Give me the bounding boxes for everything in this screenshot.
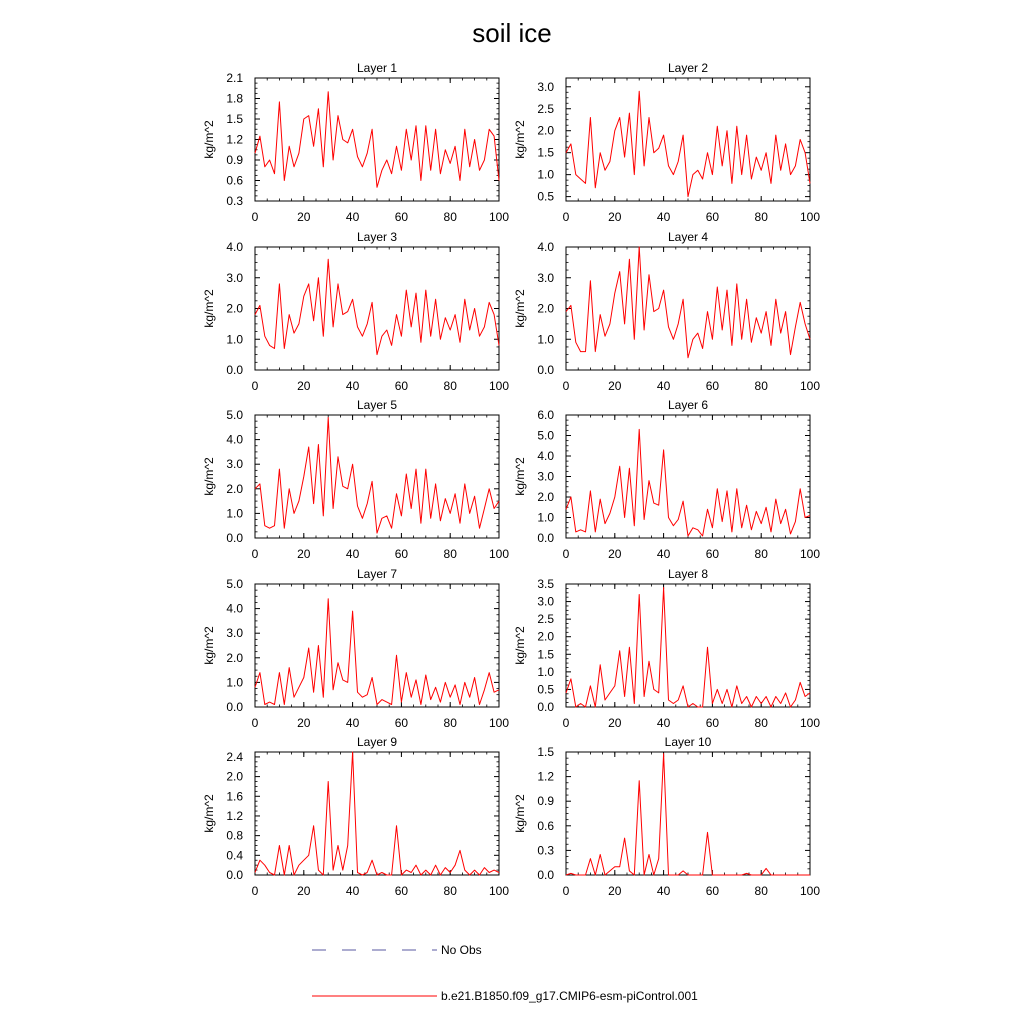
x-tick-label: 100 [488,884,510,898]
x-tick-label: 20 [297,547,311,561]
y-tick-label: 1.0 [226,506,243,521]
series-line-layer-1 [255,92,499,188]
x-tick-label: 0 [562,884,570,898]
series-line-layer-5 [255,418,499,534]
x-tick-label: 0 [251,716,259,730]
panel-title: Layer 10 [664,735,712,749]
x-tick-label: 20 [608,547,622,561]
x-tick-label: 60 [705,716,720,730]
x-tick-label: 20 [608,884,622,898]
y-tick-label: 0.0 [537,868,554,882]
x-tick-label: 0 [251,547,259,561]
x-tick-label: 0 [251,884,259,898]
main-title: soil ice [472,18,552,48]
x-tick-label: 40 [345,716,360,730]
x-tick-label: 20 [297,379,311,393]
y-axis-label: kg/m^2 [202,120,216,159]
x-tick-label: 80 [754,884,768,898]
y-tick-label: 5.0 [226,577,243,591]
chart-panel-layer-2 [513,61,820,224]
y-tick-label: 4.0 [537,240,554,254]
x-tick-label: 100 [799,716,821,730]
chart-panel-layer-10 [513,735,820,898]
y-tick-label: 2.0 [226,650,243,665]
chart-panel-layer-1 [202,61,509,224]
y-tick-label: 5.0 [537,428,554,443]
panel-title: Layer 9 [356,735,398,749]
x-tick-label: 40 [656,210,671,224]
y-tick-label: 2.0 [537,301,554,316]
y-tick-label: 4.0 [226,432,243,447]
x-tick-label: 100 [799,547,821,561]
x-tick-label: 20 [608,379,622,393]
x-tick-label: 40 [656,716,671,730]
panel-title: Layer 4 [667,230,709,244]
y-tick-label: 1.2 [226,132,243,147]
y-axis-label: kg/m^2 [202,626,216,665]
x-tick-label: 100 [488,547,510,561]
y-tick-label: 6.0 [537,408,554,422]
y-axis-label: kg/m^2 [513,794,527,833]
chart-panel-layer-7 [202,567,509,730]
chart-panel-layer-3 [202,230,509,393]
x-tick-label: 100 [799,210,821,224]
y-tick-label: 0.0 [537,531,554,545]
y-tick-label: 1.5 [537,647,554,662]
series-line-layer-9 [255,752,499,875]
y-tick-label: 0.9 [537,794,554,809]
y-tick-label: 0.5 [537,189,554,204]
x-tick-label: 60 [705,210,720,224]
y-tick-label: 0.0 [226,363,243,377]
x-tick-label: 80 [754,210,768,224]
x-tick-label: 0 [562,379,570,393]
y-tick-label: 4.0 [537,449,554,463]
x-tick-label: 60 [394,379,409,393]
plot-frame [566,78,810,201]
x-tick-label: 100 [488,379,510,393]
plot-frame [566,752,810,875]
y-tick-label: 0.0 [226,700,243,714]
x-tick-label: 0 [562,547,570,561]
y-tick-label: 2.0 [537,123,554,138]
y-tick-label: 1.2 [537,769,554,784]
x-tick-label: 80 [443,884,457,898]
y-tick-label: 1.6 [226,789,243,804]
plot-frame [566,415,810,538]
chart-panel-layer-4 [513,230,820,393]
y-tick-label: 5.0 [226,408,243,422]
x-tick-label: 80 [754,547,768,561]
y-tick-label: 2.0 [226,481,243,496]
panel-title: Layer 2 [667,61,709,75]
y-tick-label: 1.0 [226,675,243,690]
plot-frame [255,752,499,875]
series-line-layer-10 [566,754,810,875]
y-tick-label: 2.5 [537,101,554,116]
y-tick-label: 2.4 [226,749,243,764]
plot-frame [566,247,810,370]
y-tick-label: 0.8 [226,828,243,843]
x-tick-label: 40 [345,884,360,898]
x-tick-label: 0 [251,210,259,224]
y-axis-label: kg/m^2 [202,794,216,833]
y-tick-label: 0.9 [226,153,243,167]
legend [312,943,698,1003]
y-axis-label: kg/m^2 [513,457,527,496]
y-tick-label: 1.0 [537,664,554,679]
y-tick-label: 1.0 [537,167,554,182]
x-tick-label: 20 [297,716,311,730]
y-axis-label: kg/m^2 [202,289,216,328]
x-tick-label: 40 [656,884,671,898]
plot-frame [255,584,499,707]
x-tick-label: 100 [488,716,510,730]
y-tick-label: 1.5 [537,145,554,160]
y-tick-label: 0.0 [537,363,554,377]
y-tick-label: 1.5 [226,112,243,126]
y-tick-label: 3.0 [226,457,243,472]
y-tick-label: 3.0 [537,469,554,484]
y-axis-label: kg/m^2 [202,457,216,496]
legend-label-model-run: b.e21.B1850.f09_g17.CMIP6-esm-piControl.001 [441,989,698,1003]
series-line-layer-2 [566,91,810,196]
y-tick-label: 0.3 [537,843,554,858]
x-tick-label: 20 [297,884,311,898]
plot-frame [566,584,810,707]
panel-title: Layer 6 [667,398,709,412]
x-tick-label: 0 [251,379,259,393]
x-tick-label: 80 [443,210,457,224]
y-tick-label: 2.0 [537,490,554,504]
x-tick-label: 0 [562,210,570,224]
chart-panel-layer-5 [202,398,509,561]
series-line-layer-4 [566,247,810,358]
y-tick-label: 0.3 [226,194,243,208]
panel-title: Layer 7 [356,567,398,581]
x-tick-label: 80 [754,379,768,393]
x-tick-label: 60 [705,547,720,561]
x-tick-label: 80 [754,716,768,730]
x-tick-label: 40 [345,379,360,393]
x-tick-label: 60 [394,547,409,561]
x-tick-label: 60 [705,379,720,393]
x-tick-label: 20 [608,210,622,224]
series-line-layer-8 [566,588,810,708]
y-tick-label: 4.0 [226,240,243,254]
x-tick-label: 80 [443,379,457,393]
x-tick-label: 40 [345,547,360,561]
series-line-layer-6 [566,429,810,536]
legend-entry-model-run [312,989,698,1003]
y-tick-label: 1.0 [226,332,243,347]
y-tick-label: 3.0 [537,270,554,285]
panels [202,61,820,898]
x-tick-label: 100 [799,884,821,898]
chart-panel-layer-6 [513,398,820,561]
y-tick-label: 1.0 [537,332,554,347]
y-tick-label: 2.0 [226,769,243,784]
y-tick-label: 0.6 [537,818,554,833]
plot-frame [255,415,499,538]
y-axis-label: kg/m^2 [513,289,527,328]
y-tick-label: 3.0 [226,626,243,641]
x-tick-label: 40 [656,379,671,393]
x-tick-label: 40 [345,210,360,224]
x-tick-label: 60 [394,884,409,898]
chart-panel-layer-8 [513,567,820,730]
x-tick-label: 100 [799,379,821,393]
series-line-layer-7 [255,599,499,705]
y-tick-label: 3.0 [537,79,554,94]
y-axis-label: kg/m^2 [513,626,527,665]
panel-title: Layer 8 [667,567,709,581]
panel-title: Layer 5 [356,398,398,412]
y-tick-label: 0.4 [226,848,243,863]
panel-title: Layer 1 [356,61,398,75]
legend-label-no-obs: No Obs [441,943,482,957]
legend-entry-no-obs [312,943,482,957]
y-tick-label: 2.0 [226,301,243,316]
y-tick-label: 2.0 [537,629,554,644]
x-tick-label: 100 [488,210,510,224]
y-axis-label: kg/m^2 [513,120,527,159]
x-tick-label: 0 [562,716,570,730]
panel-title: Layer 3 [356,230,398,244]
y-tick-label: 0.0 [226,531,243,545]
y-tick-label: 0.0 [537,700,554,714]
y-tick-label: 3.5 [537,577,554,591]
x-tick-label: 40 [656,547,671,561]
chart-panel-layer-9 [202,735,509,898]
x-tick-label: 80 [443,716,457,730]
y-tick-label: 0.6 [226,173,243,188]
y-tick-label: 1.0 [537,510,554,525]
y-tick-label: 0.0 [226,868,243,882]
y-tick-label: 1.5 [537,745,554,759]
x-tick-label: 20 [297,210,311,224]
x-tick-label: 60 [394,210,409,224]
x-tick-label: 60 [705,884,720,898]
y-tick-label: 2.5 [537,612,554,627]
y-tick-label: 1.2 [226,808,243,823]
y-tick-label: 2.1 [226,71,243,85]
x-tick-label: 20 [608,716,622,730]
series-line-layer-3 [255,259,499,354]
x-tick-label: 80 [443,547,457,561]
y-tick-label: 3.0 [226,270,243,285]
y-tick-label: 0.5 [537,682,554,697]
y-tick-label: 4.0 [226,601,243,616]
y-tick-label: 3.0 [537,594,554,609]
x-tick-label: 60 [394,716,409,730]
y-tick-label: 1.8 [226,91,243,106]
